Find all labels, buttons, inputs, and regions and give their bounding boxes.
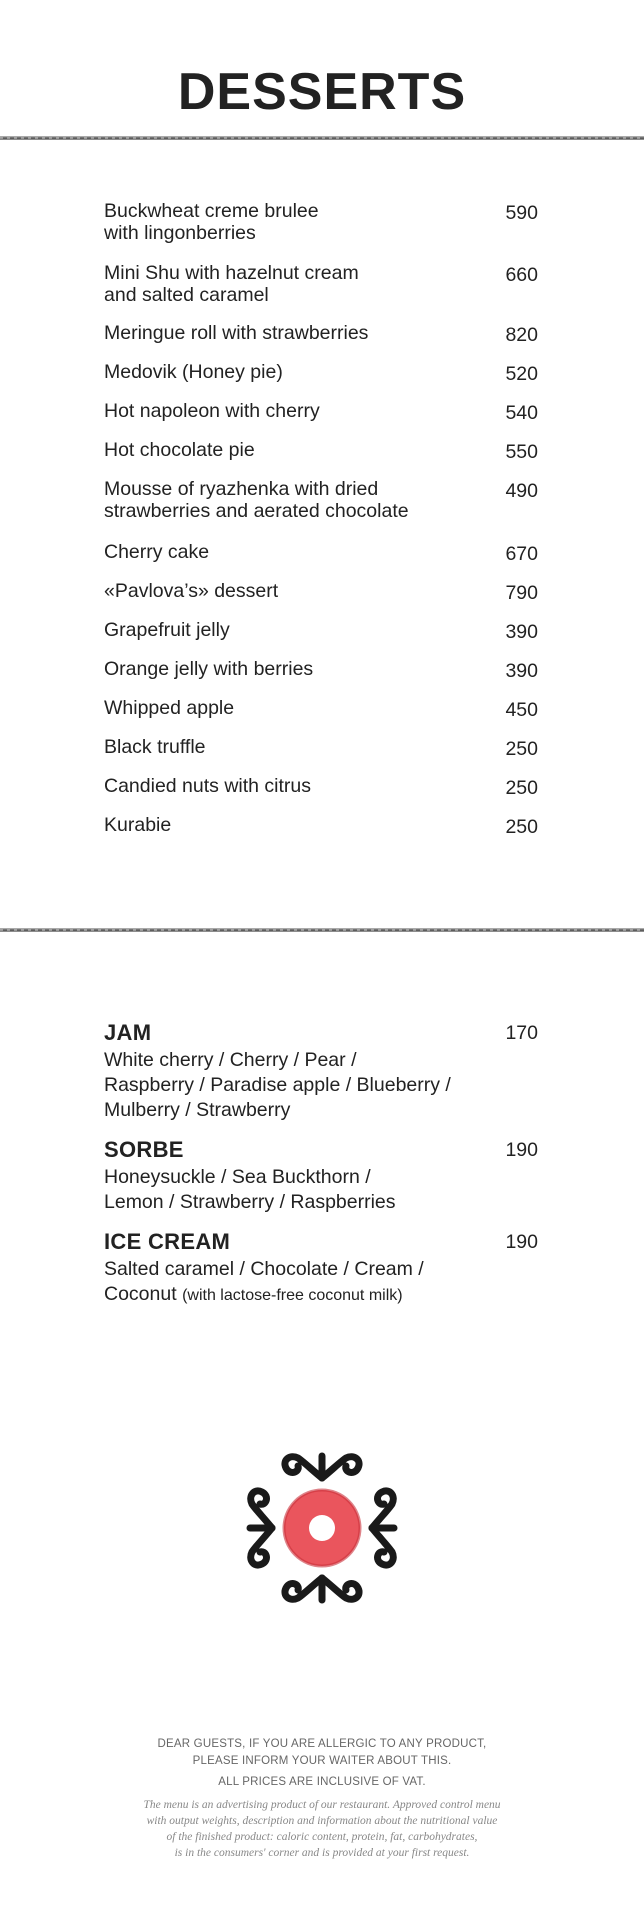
divider-top — [0, 136, 644, 140]
dessert-name-line: strawberries and aerated chocolate — [104, 500, 409, 522]
dessert-price: 250 — [505, 777, 538, 799]
dessert-name-line: Kurabie — [104, 814, 172, 836]
dessert-price: 490 — [505, 480, 538, 502]
dessert-name — [104, 541, 454, 563]
dessert-name-line: Medovik (Honey pie) — [104, 361, 283, 383]
dessert-name-line: Buckwheat creme brulee — [104, 200, 319, 222]
dessert-name-line: with lingonberries — [104, 222, 256, 244]
dessert-name — [104, 439, 454, 461]
dessert-price: 390 — [505, 621, 538, 643]
category-line: Honeysuckle / Sea Buckthorn / — [104, 1166, 371, 1188]
ornament-logo-icon — [242, 1448, 402, 1608]
legal-fineprint — [0, 1797, 644, 1861]
category-sorbe — [104, 1137, 538, 1215]
dessert-name — [104, 619, 454, 641]
category-price: 190 — [505, 1231, 538, 1253]
category-line: Lemon / Strawberry / Raspberries — [104, 1191, 396, 1213]
category-heading: JAM — [104, 1020, 152, 1045]
dessert-price: 540 — [505, 402, 538, 424]
dessert-name — [104, 697, 454, 719]
category-heading: ICE CREAM — [104, 1229, 231, 1254]
dessert-name-line: Candied nuts with citrus — [104, 775, 312, 797]
vat-notice: ALL PRICES ARE INCLUSIVE OF VAT. — [218, 1776, 426, 1788]
dessert-name-line: Orange jelly with berries — [104, 658, 314, 680]
dessert-name-line: Black truffle — [104, 736, 206, 758]
dessert-price: 390 — [505, 660, 538, 682]
dessert-name — [104, 200, 454, 244]
category-note: (with lactose-free coconut milk) — [182, 1287, 403, 1304]
dessert-price: 670 — [505, 543, 538, 565]
divider-middle — [0, 928, 644, 932]
dessert-name-line: Hot napoleon with cherry — [104, 400, 320, 422]
fineprint-line: The menu is an advertising product of our restaurant. Approved control menu — [143, 1799, 501, 1811]
category-line-text: Coconut — [104, 1283, 177, 1305]
dessert-price: 250 — [505, 816, 538, 838]
dessert-name — [104, 658, 454, 680]
category-heading: SORBE — [104, 1137, 184, 1162]
allergy-line: PLEASE INFORM YOUR WAITER ABOUT THIS. — [192, 1755, 452, 1767]
allergy-notice — [0, 1736, 644, 1770]
dessert-name-line: «Pavlova’s» dessert — [104, 580, 279, 602]
category-description — [104, 1257, 504, 1308]
dessert-name — [104, 478, 454, 522]
fineprint-line: with output weights, description and information about the nutritional value — [146, 1815, 498, 1827]
dessert-name-line: Grapefruit jelly — [104, 619, 230, 641]
category-ice-cream — [104, 1229, 538, 1308]
allergy-line: DEAR GUESTS, IF YOU ARE ALLERGIC TO ANY PRODUCT, — [157, 1738, 487, 1750]
dessert-price: 520 — [505, 363, 538, 385]
dessert-name — [104, 580, 454, 602]
dessert-name — [104, 775, 454, 797]
dessert-name-line: Hot chocolate pie — [104, 439, 255, 461]
dessert-name — [104, 736, 454, 758]
dessert-price: 450 — [505, 699, 538, 721]
dessert-name — [104, 262, 454, 306]
category-description — [104, 1165, 504, 1215]
dessert-name-line: and salted caramel — [104, 284, 269, 306]
dessert-name — [104, 814, 454, 836]
dessert-price: 590 — [505, 202, 538, 224]
dessert-price: 660 — [505, 264, 538, 286]
dessert-name-line: Mini Shu with hazelnut cream — [104, 262, 359, 284]
fineprint-line: is in the consumers' corner and is provided at your first request. — [174, 1847, 470, 1859]
category-line — [104, 1282, 504, 1308]
dessert-name-line: Whipped apple — [104, 697, 235, 719]
dessert-name-line: Meringue roll with strawberries — [104, 322, 369, 344]
dessert-name — [104, 322, 454, 344]
dessert-name-line: Cherry cake — [104, 541, 210, 563]
category-jam — [104, 1020, 538, 1123]
dessert-price: 820 — [505, 324, 538, 346]
dessert-price: 250 — [505, 738, 538, 760]
fineprint-line: of the finished product: caloric content, protein, fat, carbohydrates, — [166, 1831, 478, 1843]
category-description — [104, 1048, 504, 1123]
dessert-price: 550 — [505, 441, 538, 463]
dessert-name — [104, 361, 454, 383]
category-line: White cherry / Cherry / Pear / — [104, 1049, 357, 1071]
dessert-name-line: Mousse of ryazhenka with dried — [104, 478, 379, 500]
category-line: Raspberry / Paradise apple / Blueberry / — [104, 1074, 451, 1096]
category-line: Mulberry / Strawberry — [104, 1099, 291, 1121]
page-title: DESSERTS — [177, 63, 467, 121]
category-price: 170 — [505, 1022, 538, 1044]
category-price: 190 — [505, 1139, 538, 1161]
dessert-name — [104, 400, 454, 422]
dessert-price: 790 — [505, 582, 538, 604]
category-line: Salted caramel / Chocolate / Cream / — [104, 1258, 424, 1280]
